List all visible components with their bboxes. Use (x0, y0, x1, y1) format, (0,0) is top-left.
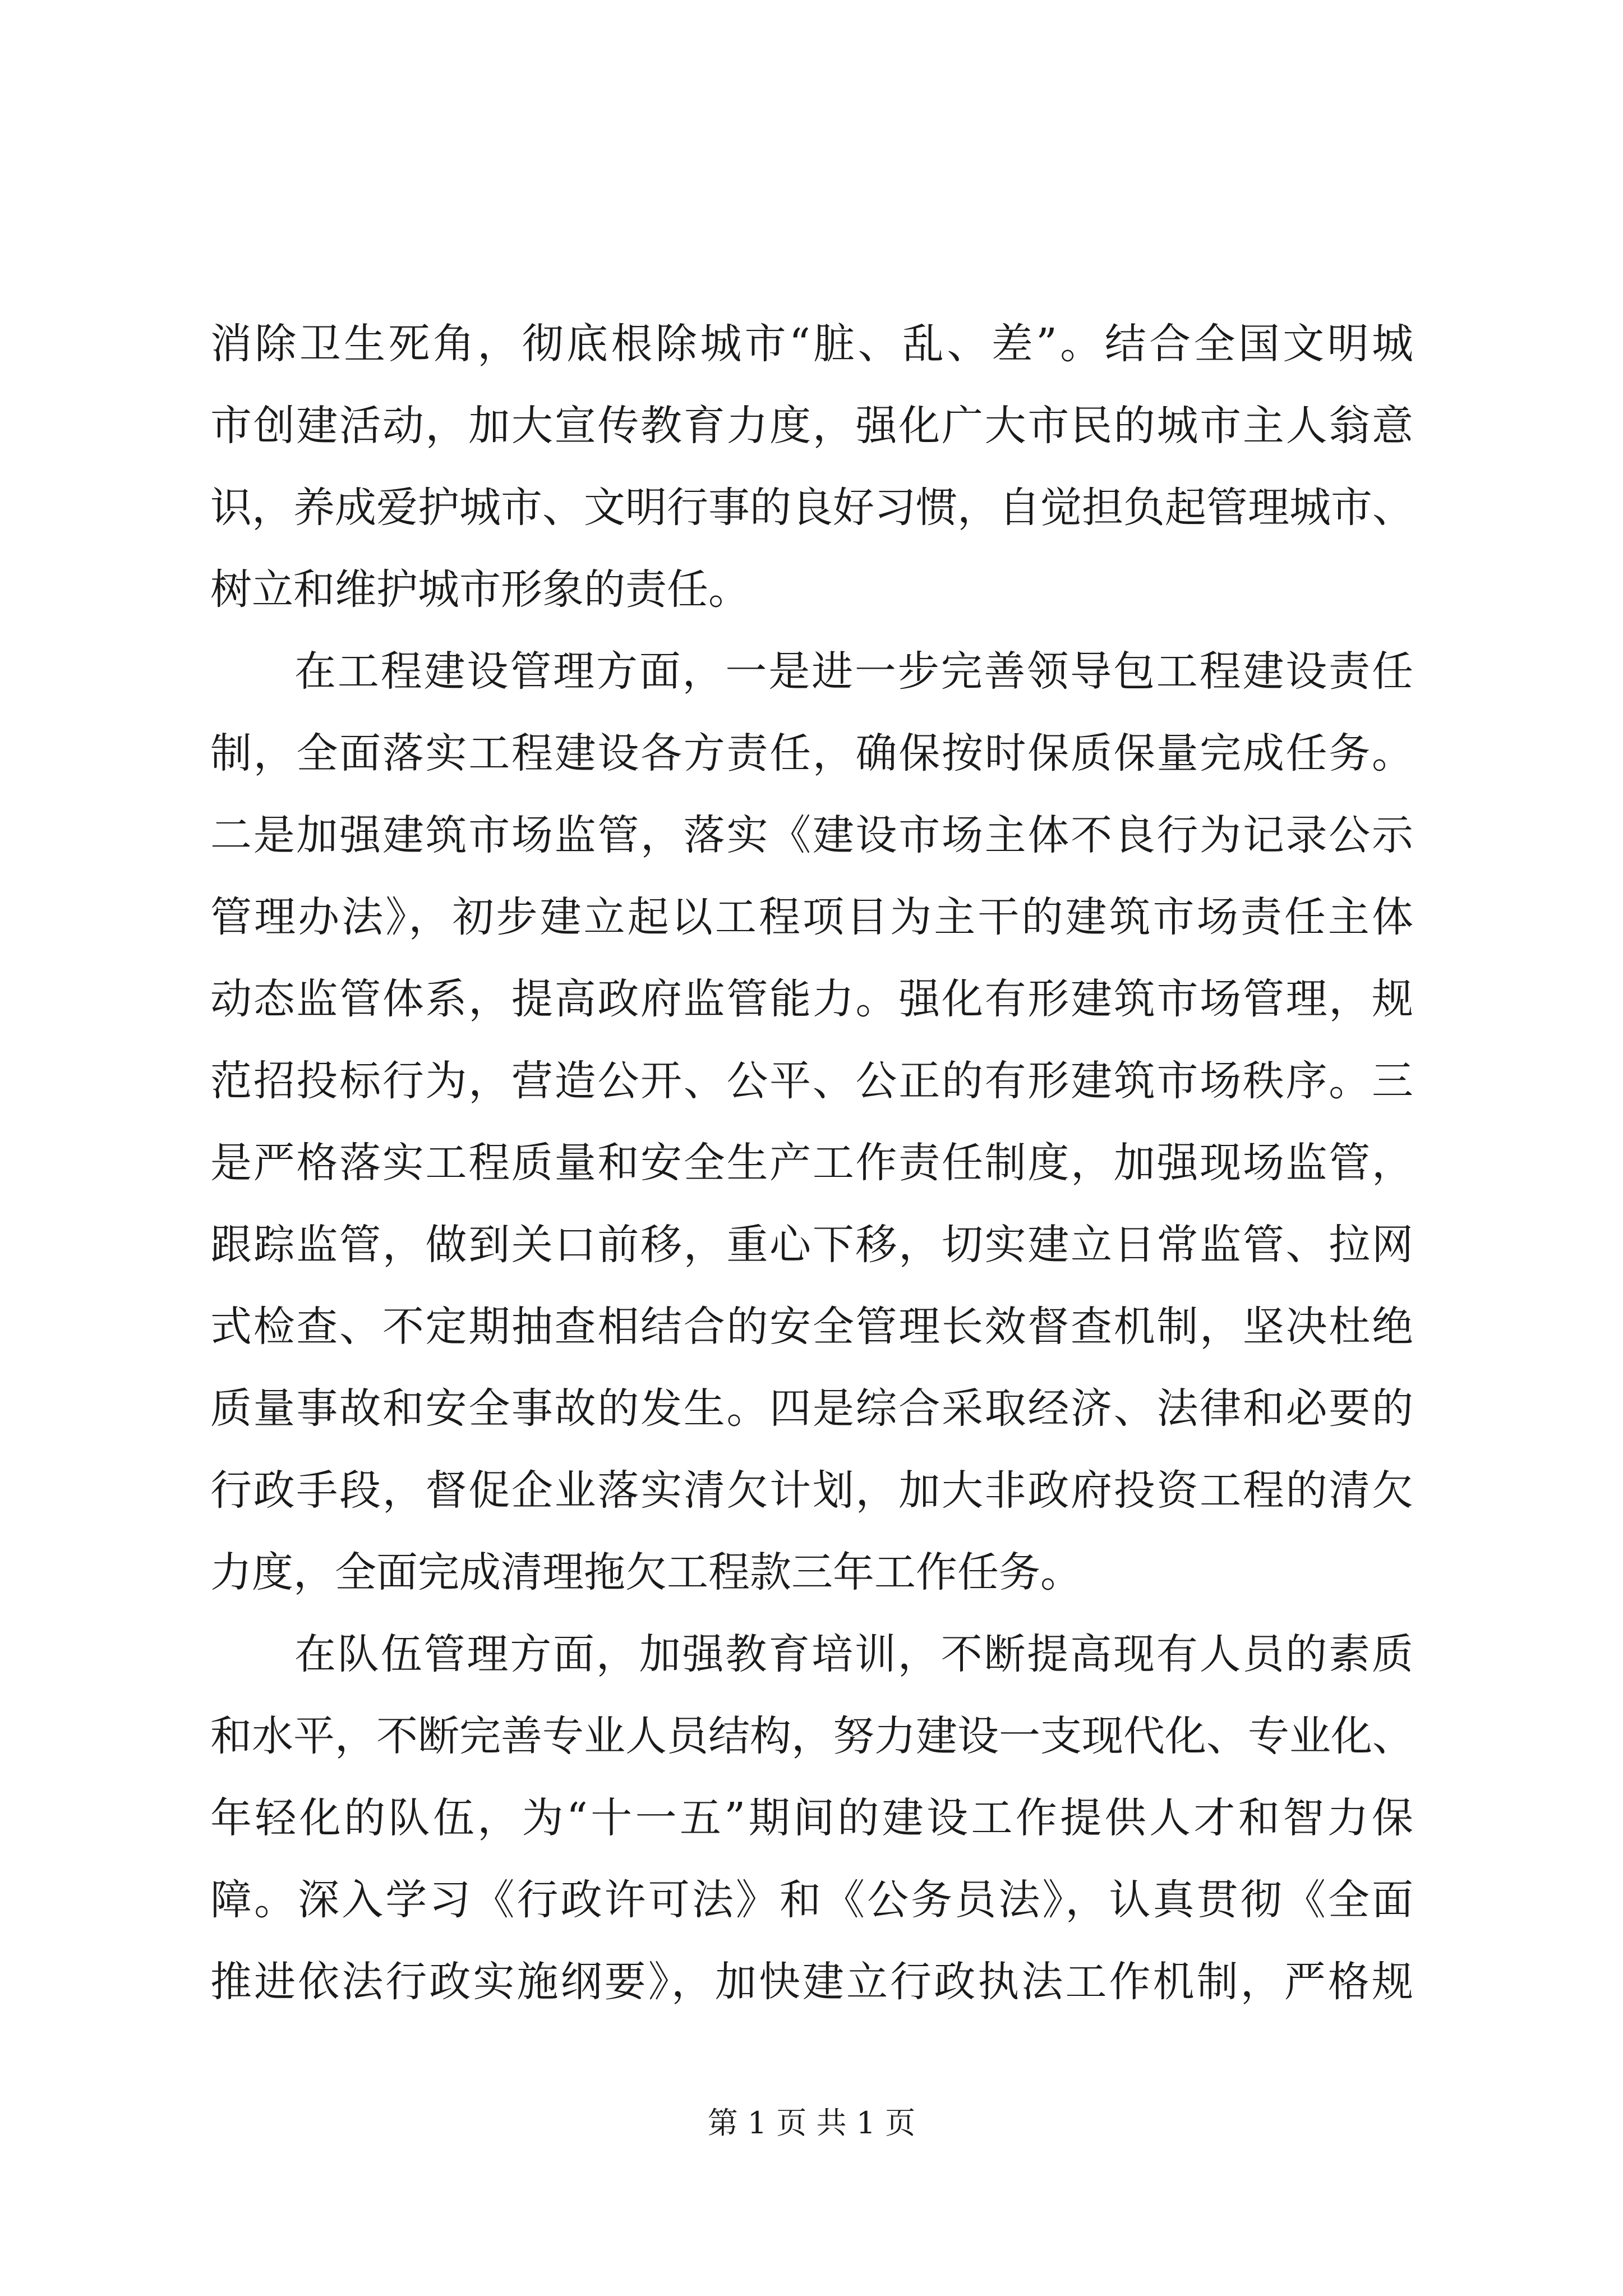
paragraph-2 (210, 631, 1413, 1613)
document-body (210, 303, 1413, 2023)
text-line: 式检查、不定期抽查相结合的安全管理长效督查机制，坚决杜绝 (210, 1303, 1413, 1351)
paragraph-1 (210, 303, 1413, 631)
text-line: 和水平，不断完善专业人员结构，努力建设一支现代化、专业化、 (210, 1712, 1414, 1760)
text-line: 在工程建设管理方面，一是进一步完善领导包工程建设责任 (294, 647, 1413, 696)
text-line: 质量事故和安全事故的发生。四是综合采取经济、法律和必要的 (210, 1384, 1413, 1433)
text-line: 在队伍管理方面，加强教育培训，不断提高现有人员的素质 (294, 1630, 1413, 1678)
text-line: 年轻化的队伍，为“十一五”期间的建设工作提供人才和智力保 (210, 1794, 1413, 1842)
text-line: 障。深入学习《行政许可法》和《公务员法》，认真贯彻《全面 (210, 1876, 1413, 1924)
text-line: 推进依法行政实施纲要》，加快建立行政执法工作机制，严格规 (210, 1958, 1413, 2006)
text-line: 是严格落实工程质量和安全生产工作责任制度，加强现场监管， (210, 1139, 1413, 1187)
text-line: 二是加强建筑市场监管，落实《建设市场主体不良行为记录公示 (210, 811, 1413, 859)
text-line: 市创建活动，加大宣传教育力度，强化广大市民的城市主人翁意 (210, 402, 1413, 450)
text-line: 消除卫生死角，彻底根除城市“脏、乱、差”。结合全国文明城 (210, 320, 1413, 368)
text-line: 识，养成爱护城市、文明行事的良好习惯，自觉担负起管理城市、 (210, 484, 1414, 532)
text-line: 管理办法》，初步建立起以工程项目为主干的建筑市场责任主体 (210, 893, 1413, 941)
text-line: 力度，全面完成清理拖欠工程款三年工作任务。 (210, 1548, 1082, 1596)
text-line: 范招投标行为，营造公开、公平、公正的有形建筑市场秩序。三 (210, 1057, 1413, 1105)
text-line: 树立和维护城市形象的责任。 (210, 565, 750, 614)
text-line: 行政手段，督促企业落实清欠计划，加大非政府投资工程的清欠 (210, 1466, 1413, 1515)
text-line: 动态监管体系，提高政府监管能力。强化有形建筑市场管理，规 (210, 975, 1413, 1023)
text-line: 制，全面落实工程建设各方责任，确保按时保质保量完成任务。 (210, 729, 1413, 777)
paragraph-3 (210, 1613, 1413, 2023)
page-number-footer: 第 1 页 共 1 页 (707, 2105, 916, 2141)
text-line: 跟踪监管，做到关口前移，重心下移，切实建立日常监管、拉网 (210, 1221, 1413, 1269)
